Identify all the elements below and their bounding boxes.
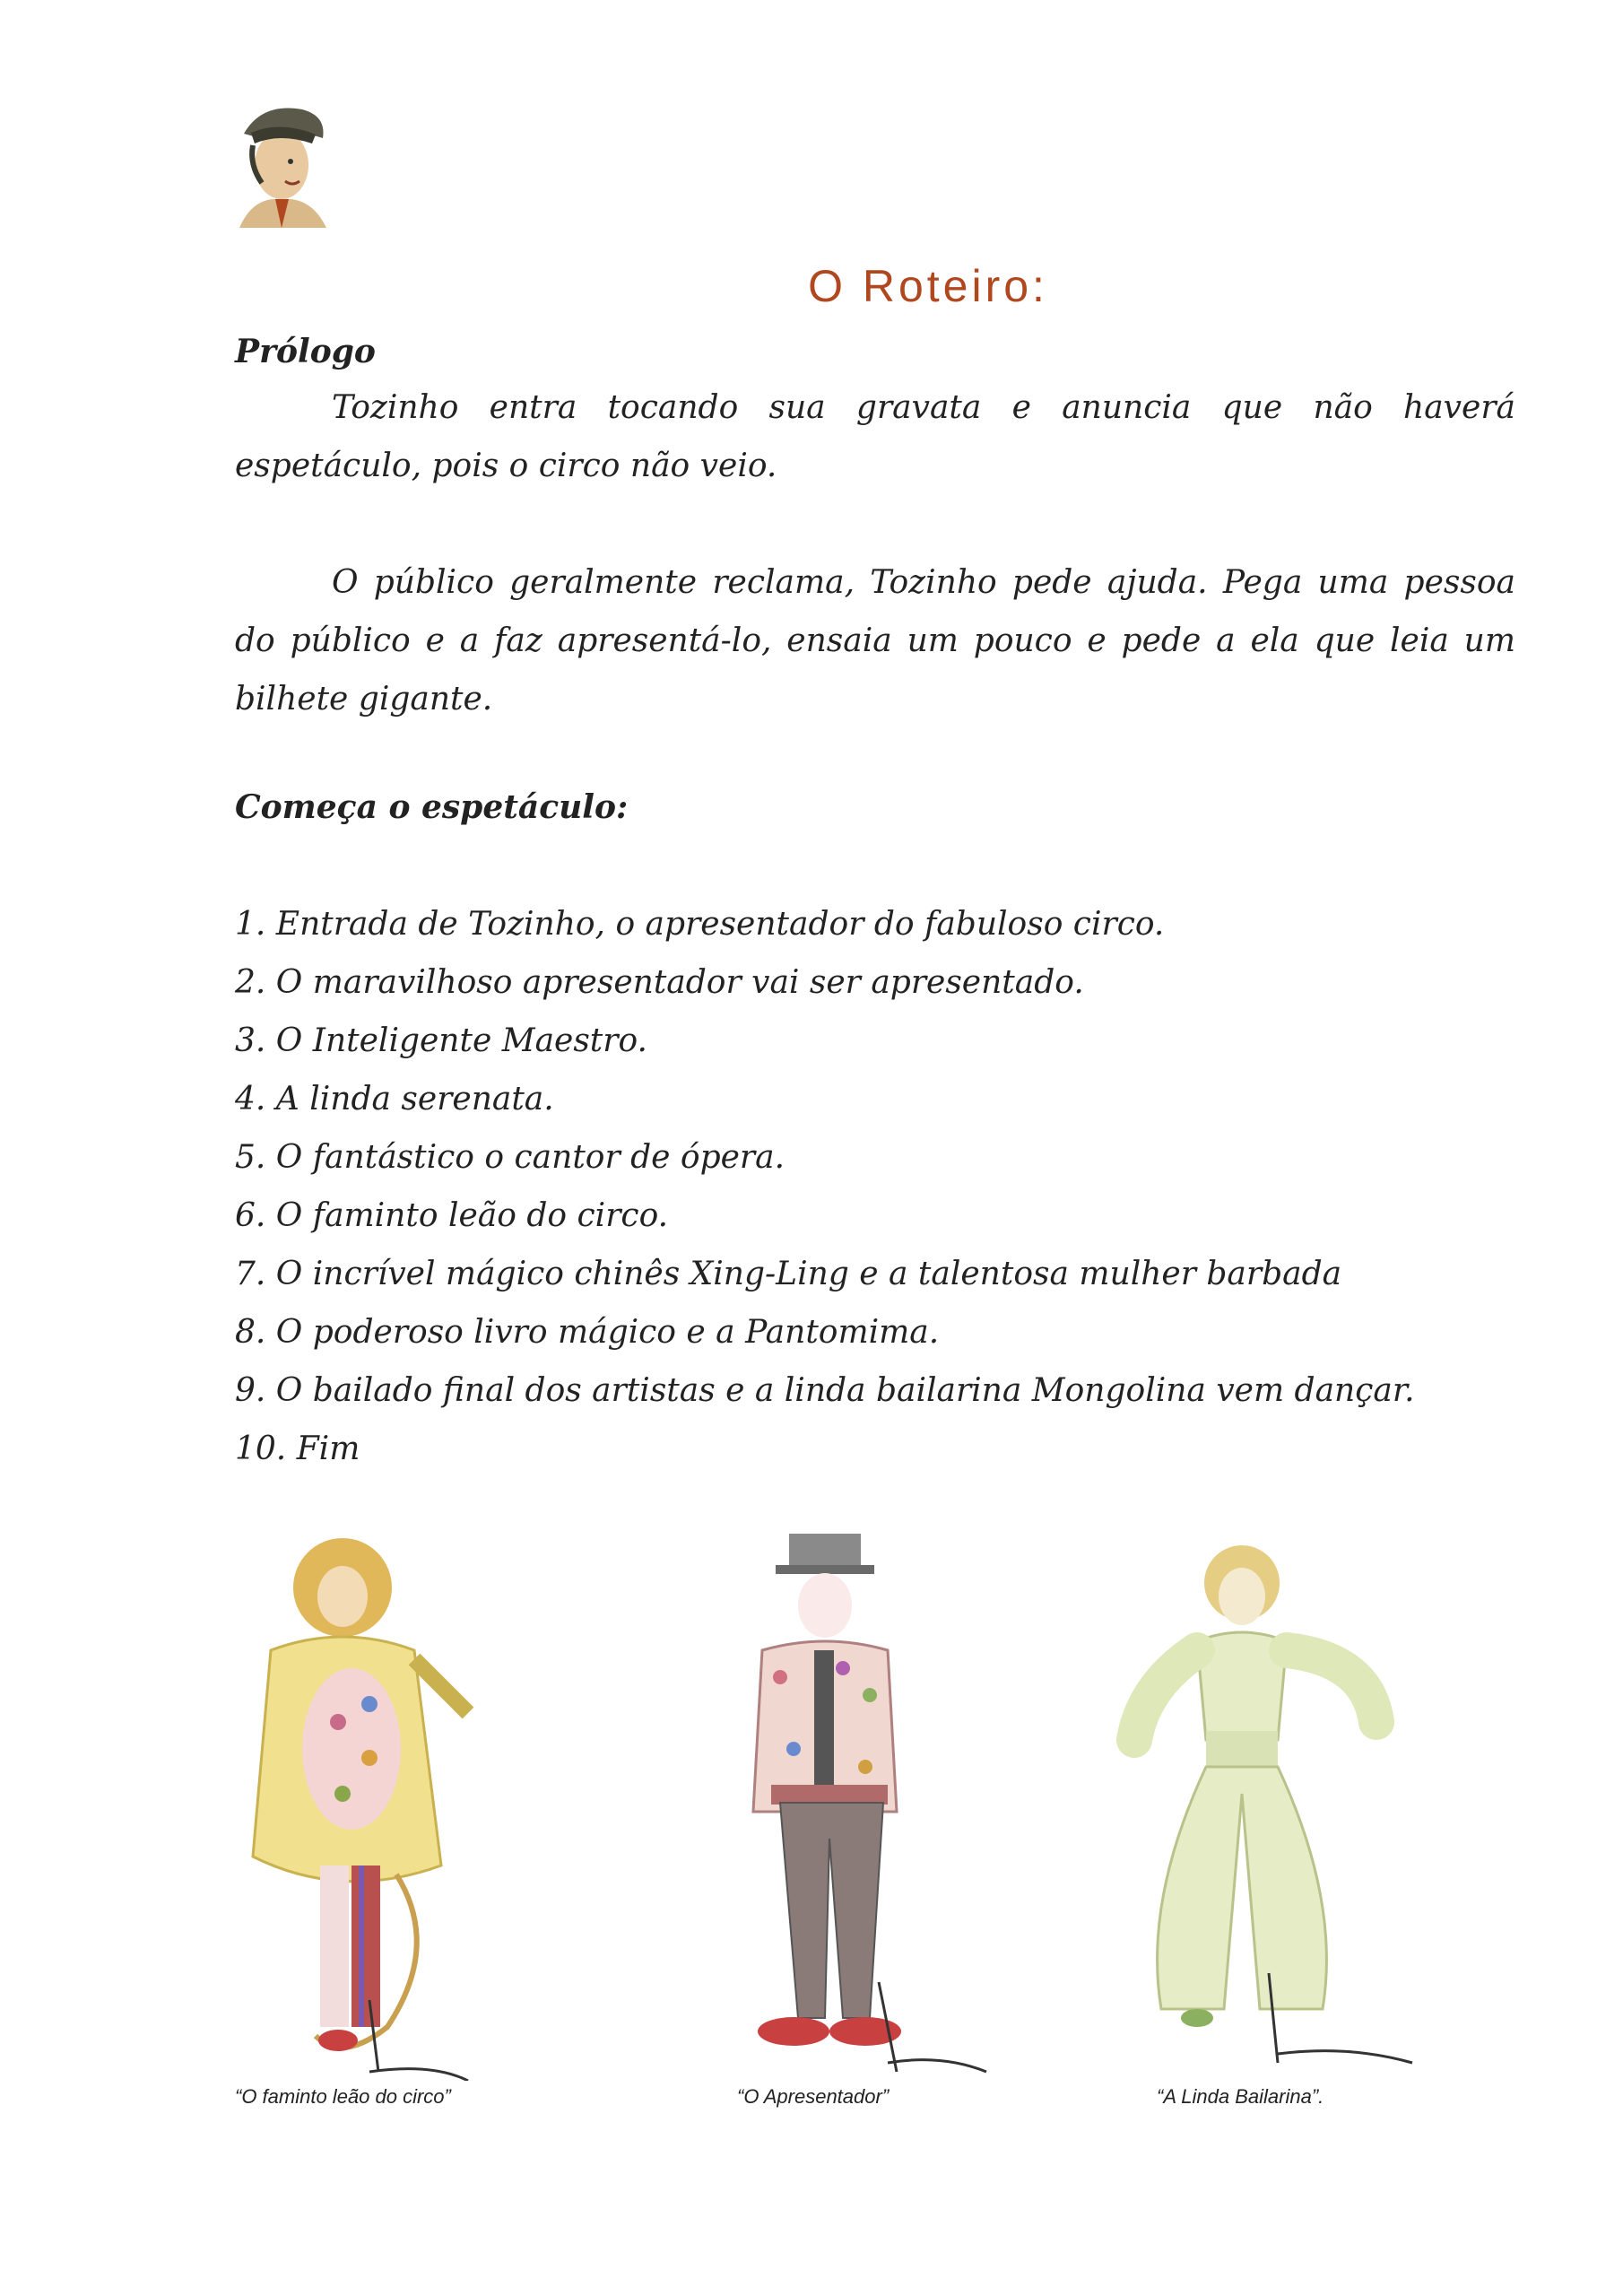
list-item: 5. O fantástico o cantor de ópera. xyxy=(235,1139,785,1176)
list-item: 7. O incrível mágico chinês Xing-Ling e a talentosa mulher barbada xyxy=(235,1256,1342,1292)
prologue-paragraph: O público geralmente reclama, Tozinho pede ajuda. Pega uma pessoa do público e a faz apresentá-lo, ensaia um pouco e pede a ela que leia um bilhete gigante. xyxy=(235,564,1515,718)
list-item: 6. O faminto leão do circo. xyxy=(235,1197,669,1234)
figure-caption: “A Linda Bailarina”. xyxy=(1157,2085,1324,2108)
list-item: 2. O maravilhoso apresentador vai ser apresentado. xyxy=(235,964,1084,1001)
prologue-heading: Prólogo xyxy=(235,333,376,370)
show-list xyxy=(235,895,1515,1478)
list-item: 9. O bailado final dos artistas e a linda bailarina Mongolina vem dançar. xyxy=(235,1372,1415,1409)
list-item: 4. A linda serenata. xyxy=(235,1081,554,1118)
presenter-costume-illustration xyxy=(708,1516,995,2081)
list-item: 10. Fim xyxy=(235,1431,360,1467)
list-item: 3. O Inteligente Maestro. xyxy=(235,1022,647,1059)
show-section xyxy=(235,778,1515,1478)
ballerina-costume-illustration xyxy=(1107,1525,1430,2081)
list-item: 8. O poderoso livro mágico e a Pantomima. xyxy=(235,1314,940,1351)
portrait-illustration xyxy=(226,93,334,228)
figure-caption: “O Apresentador” xyxy=(737,2085,890,2108)
list-item: 1. Entrada de Tozinho, o apresentador do fabuloso circo. xyxy=(235,906,1165,943)
figure-caption: “O faminto leão do circo” xyxy=(235,2085,451,2108)
prologue-paragraph: Tozinho entra tocando sua gravata e anuncia que não haverá espetáculo, pois o circo não veio. xyxy=(235,389,1515,484)
show-heading: Começa o espetáculo: xyxy=(235,788,629,826)
page-title: O Roteiro: xyxy=(808,261,1048,311)
lion-costume-illustration xyxy=(235,1525,504,2081)
prologue-section xyxy=(235,325,1515,728)
